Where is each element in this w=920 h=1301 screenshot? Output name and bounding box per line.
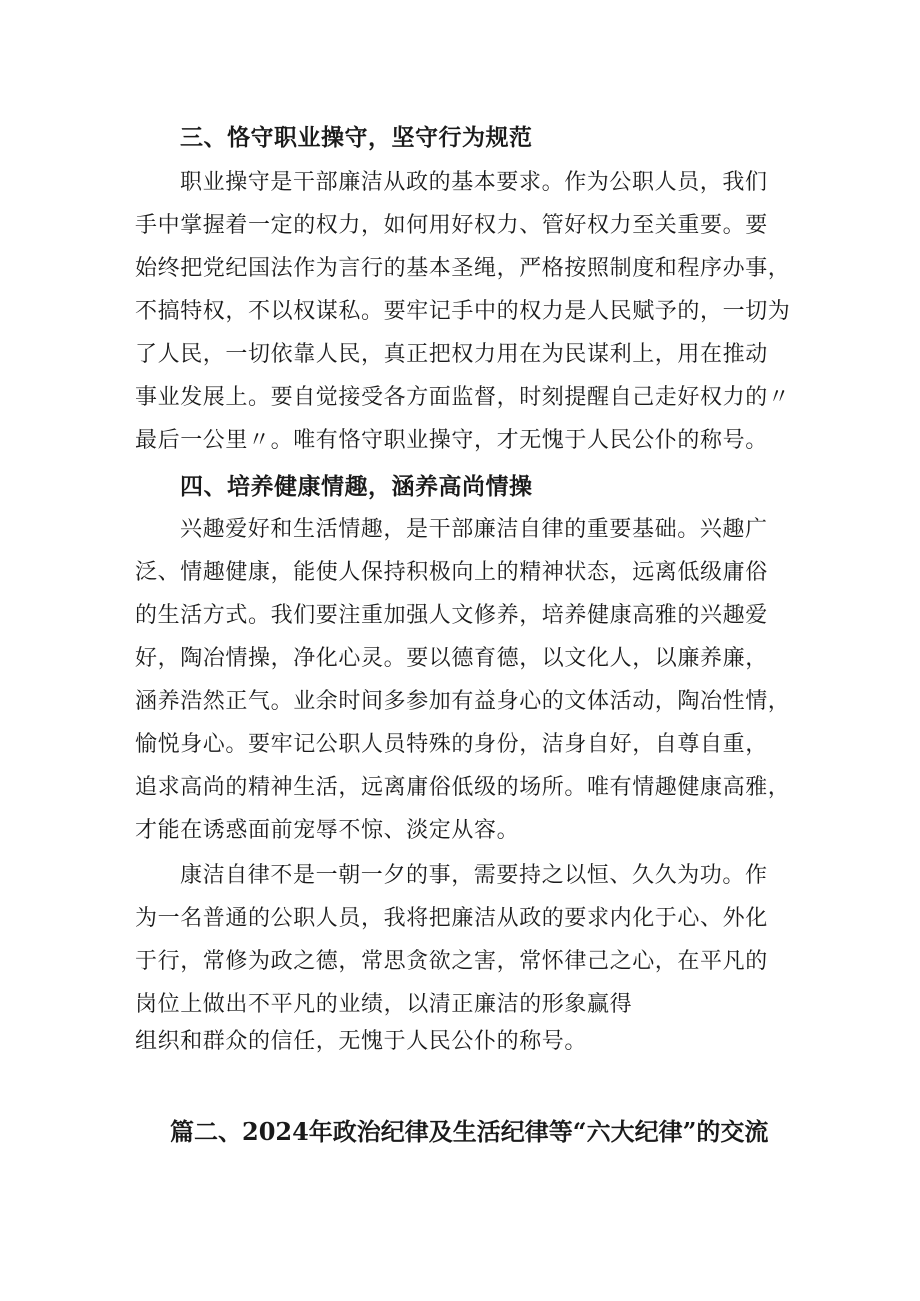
section-3-line: 始终把党纪国法作为言行的基本圣绳，严格按照制度和程序办事， (135, 256, 791, 281)
conclusion-line: 岗位上做出不平凡的业绩，以清正廉洁的形象赢得 (135, 992, 633, 1017)
section-4-line: 涵养浩然正气。业余时间多参加有益身心的文体活动，陶冶性情， (135, 689, 791, 714)
section-4-line: 兴趣爱好和生活情趣，是干部廉洁自律的重要基础。兴趣广 (180, 517, 768, 542)
section-3-line: 职业操守是干部廉洁从政的基本要求。作为公职人员，我们 (180, 170, 768, 195)
conclusion-line: 于行，常修为政之德，常思贪欲之害，常怀律己之心，在平凡的 (135, 949, 768, 974)
conclusion-line: 组织和群众的信任，无愧于人民公仆的称号。 (135, 1029, 588, 1054)
conclusion-line: 康洁自律不是一朝一夕的事，需要持之以恒、久久为功。作 (180, 863, 768, 888)
next-chapter-title: 篇二、2024年政治纪律及生活纪律等“六大纪律”的交流 (170, 1117, 769, 1146)
section-4-line: 的生活方式。我们要注重加强人文修养，培养健康高雅的兴趣爱 (135, 603, 768, 628)
section-4-line: 才能在诱惑面前宠辱不惊、淡定从容。 (135, 818, 520, 843)
section-3-line: 手中掌握着一定的权力，如何用好权力、管好权力至关重要。要 (135, 213, 768, 238)
section-3-line: 不搞特权，不以权谋私。要牢记手中的权力是人民赋予的，一切为 (135, 299, 791, 324)
section-4-line: 追求高尚的精神生活，远离庸俗低级的场所。唯有情趣健康高雅， (135, 775, 791, 800)
section-3-heading: 三、恪守职业操守，坚守行为规范 (180, 125, 533, 151)
section-4-line: 泛、情趣健康，能使人保持积极向上的精神状态，远离低级庸俗 (135, 560, 768, 585)
section-3-line: 事业发展上。要自觉接受各方面监督，时刻提醒自己走好权力的〃 (135, 385, 791, 410)
section-3-line: 最后一公里〃。唯有恪守职业操守，才无愧于人民公仆的称号。 (135, 428, 768, 453)
section-4-line: 愉悦身心。要牢记公职人员特殊的身份，洁身自好，自尊自重， (135, 732, 768, 757)
conclusion-line: 为一名普通的公职人员，我将把廉洁从政的要求内化于心、外化 (135, 906, 768, 931)
section-3-line: 了人民，一切依靠人民，真正把权力用在为民谋利上，用在推动 (135, 342, 768, 367)
section-4-heading: 四、培养健康情趣，涵养高尚情操 (180, 474, 533, 500)
section-4-line: 好，陶冶情操，净化心灵。要以德育德，以文化人，以廉养廉， (135, 646, 768, 671)
